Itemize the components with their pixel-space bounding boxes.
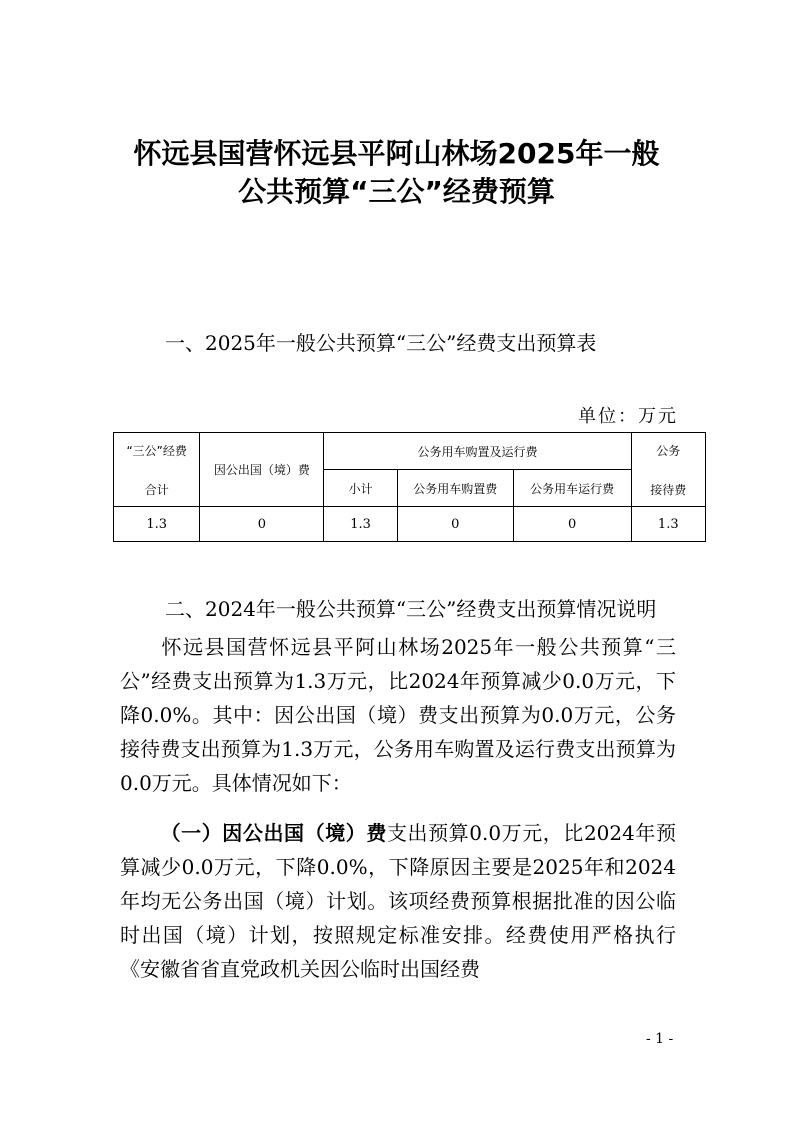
header-vehicle-subtotal: 小计 [324,470,397,507]
paragraph-abroad [120,816,676,986]
cell-vehicle-purchase: 0 [397,507,513,542]
page-number: - 1 - [646,1031,674,1047]
document-title-line-1: 怀远县国营怀远县平阿山林场2025年一般 [133,137,660,170]
paragraph-summary [120,630,676,800]
header-total-line-2: 合计 [144,482,169,497]
header-vehicle-group: 公务用车购置及运行费 [324,433,631,470]
document-title-line-2: 公共预算“三公”经费预算 [238,175,555,208]
header-reception-line-1: 公务 [656,443,681,458]
budget-table [113,432,706,542]
header-total-line-1: “三公”经费 [126,443,187,458]
header-reception-line-2: 接待费 [650,482,687,497]
section-2-heading: 二、2024年一般公共预算“三公”经费支出预算情况说明 [165,597,657,621]
cell-total: 1.3 [114,507,200,542]
header-abroad: 因公出国（境）费 [200,433,324,507]
cell-abroad: 0 [200,507,324,542]
header-vehicle-purchase: 公务用车购置费 [397,470,513,507]
header-reception [631,433,705,507]
unit-label: 单位：万元 [578,406,678,427]
paragraph-abroad-text: 支出预算0.0万元，比2024年预算减少0.0万元，下降0.0%，下降原因主要是2025年和2024年均无公务出国（境）计划。该项经费预算根据批准的因公临时出国（境）计划，按照规定标准安排。经费使用严格执行《安徽省省直党政机关因公临时出国经费 [120,821,676,981]
header-vehicle-operation: 公务用车运行费 [513,470,631,507]
header-total [114,433,200,507]
cell-reception: 1.3 [631,507,705,542]
cell-vehicle-subtotal: 1.3 [324,507,397,542]
table-row [114,507,706,542]
paragraph-abroad-heading: （一）因公出国（境）费 [160,821,387,845]
paragraph-summary-text: 怀远县国营怀远县平阿山林场2025年一般公共预算“三公”经费支出预算为1.3万元，比2024年预算减少0.0万元，下降0.0%。其中：因公出国（境）费支出预算为0.0万元，公务接待费支出预算为1.3万元，公务用车购置及运行费支出预算为0.0万元。具体情况如下： [120,635,676,795]
cell-vehicle-operation: 0 [513,507,631,542]
section-1-heading: 一、2025年一般公共预算“三公”经费支出预算表 [165,331,597,355]
